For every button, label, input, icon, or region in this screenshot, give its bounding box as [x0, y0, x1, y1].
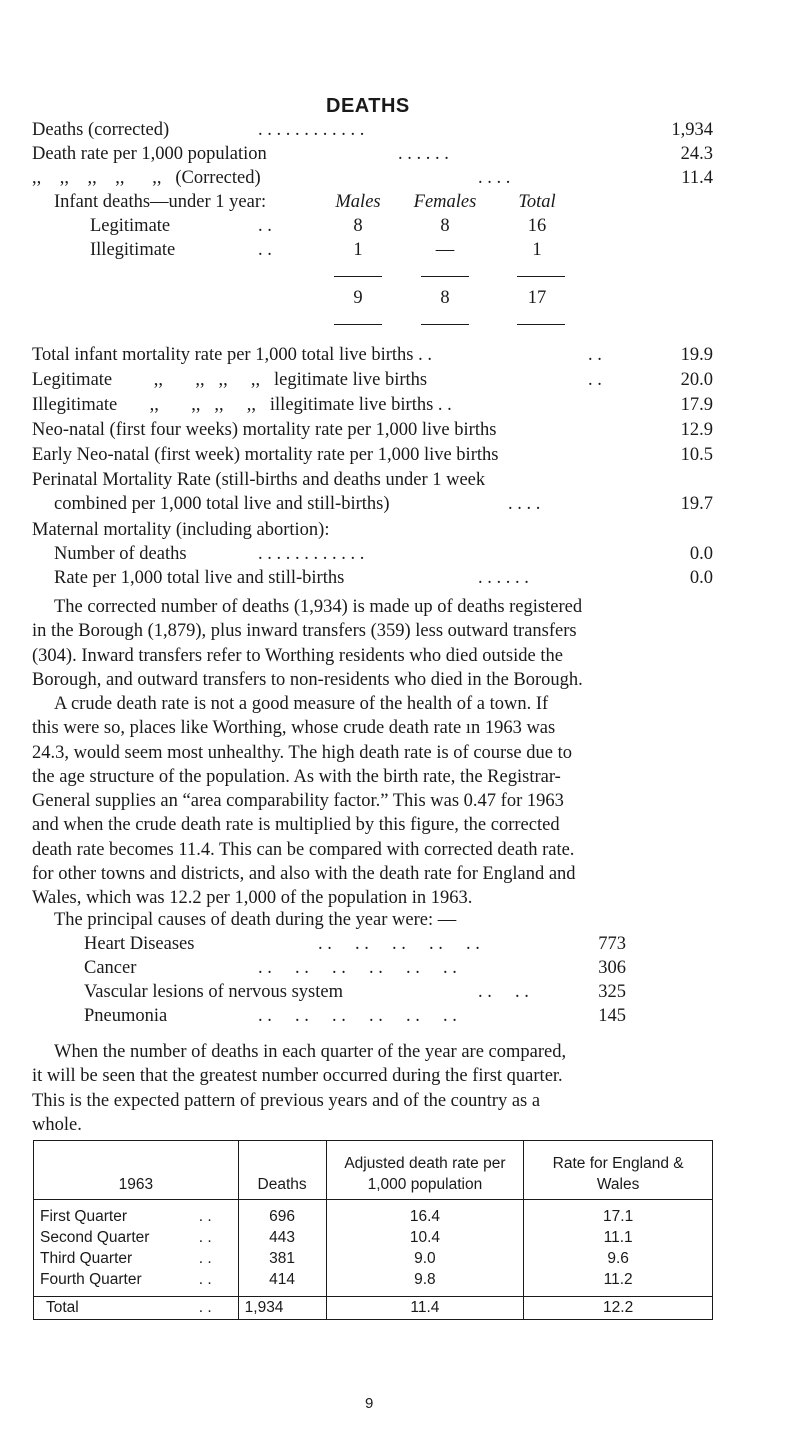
rate-label: Early Neo-natal (first week) mortality rate per 1,000 live births — [32, 445, 499, 465]
cause-label: Vascular lesions of nervous system — [84, 982, 343, 1002]
col-header-year: 1963 — [34, 1141, 239, 1200]
col-header-adjusted-rate: Adjusted death rate per 1,000 population — [326, 1141, 524, 1200]
quarter-cell — [34, 1248, 239, 1269]
infant-heading: Infant deaths—under 1 year: — [54, 192, 267, 212]
cause-label: Heart Diseases — [84, 934, 195, 954]
rate-label: Neo-natal (first four weeks) mortality rate per 1,000 live births — [32, 420, 497, 440]
summary-label-death-rate: Death rate per 1,000 population — [32, 144, 267, 164]
paragraph-line: in the Borough (1,879), plus inward transfers (359) less outward transfers — [32, 621, 577, 642]
quarterly-deaths-table — [33, 1140, 713, 1320]
infant-row-dots: . . — [258, 216, 272, 236]
maternal-label: Number of deaths — [54, 544, 187, 564]
rule-line — [517, 276, 565, 277]
quarter-dots: . . — [198, 1271, 212, 1288]
england-cell: 11.1 — [524, 1227, 713, 1248]
maternal-value: 0.0 — [689, 568, 713, 588]
infant-row-label: Illegitimate — [90, 240, 176, 260]
paragraph-line: it will be seen that the greatest number occurred during the first quarter. — [32, 1066, 563, 1087]
rate-label: Legitimate ,, ,, ,, ,, legitimate live births — [32, 370, 428, 390]
col-header-england-wales: Rate for England & Wales — [524, 1141, 713, 1200]
paragraph-corrected-deaths — [32, 595, 713, 692]
table-row — [34, 1227, 713, 1248]
perinatal-value: 19.7 — [680, 494, 713, 514]
page-title: DEATHS — [326, 95, 410, 117]
maternal-value: 0.0 — [689, 544, 713, 564]
quarter-label: Second Quarter — [40, 1229, 150, 1246]
quarter-cell — [34, 1227, 239, 1248]
perinatal-line-2: combined per 1,000 total live and still-births) — [54, 494, 390, 514]
quarter-label: First Quarter — [40, 1208, 127, 1225]
rule-line — [517, 324, 565, 325]
quarter-dots: . . — [198, 1250, 212, 1267]
infant-col-females: Females — [413, 192, 477, 212]
summary-dots: . . . . — [478, 168, 511, 188]
rate-dots: . . — [588, 370, 602, 390]
infant-total: 9 — [353, 288, 363, 308]
quarter-dots: . . — [198, 1208, 212, 1225]
total-label: Total — [46, 1299, 79, 1316]
infant-cell: — — [435, 240, 455, 260]
deaths-cell: 381 — [238, 1248, 326, 1269]
infant-cell: 1 — [532, 240, 542, 260]
maternal-dots: . . . . . . . . . . . . — [258, 544, 365, 564]
cause-value: 145 — [598, 1006, 626, 1026]
paragraph-line: General supplies an “area comparability factor.” This was 0.47 for 1963 — [32, 791, 564, 812]
table-row — [34, 1269, 713, 1297]
paragraph-line: 24.3, would seem most unhealthy. The high death rate is of course due to — [32, 742, 572, 763]
infant-row-dots: . . — [258, 240, 272, 260]
adjusted-cell: 16.4 — [326, 1200, 524, 1228]
table-row — [34, 1248, 713, 1269]
adjusted-cell: 9.0 — [326, 1248, 524, 1269]
paragraph-line: this were so, places like Worthing, whose crude death rate ın 1963 was — [32, 718, 556, 739]
rate-value: 19.9 — [680, 345, 713, 365]
cause-dots: . . . . — [478, 982, 529, 1002]
rate-label: Total infant mortality rate per 1,000 total live births . . — [32, 345, 432, 365]
page-number: 9 — [365, 1395, 374, 1412]
rate-label: Illegitimate ,, ,, ,, ,, illegitimate live births . . — [32, 395, 452, 415]
perinatal-dots: . . . . — [508, 494, 541, 514]
rule-line — [334, 276, 382, 277]
cause-value: 773 — [598, 934, 626, 954]
table-header-row — [34, 1141, 713, 1200]
quarter-label: Fourth Quarter — [40, 1271, 142, 1288]
infant-total: 8 — [440, 288, 450, 308]
rate-dots: . . — [588, 345, 602, 365]
causes-intro: The principal causes of death during the year were: — — [54, 910, 457, 930]
cause-label: Pneumonia — [84, 1006, 168, 1026]
paragraph-line: When the number of deaths in each quarter of the year are compared, — [54, 1042, 567, 1062]
paragraph-line: the age structure of the population. As with the birth rate, the Registrar- — [32, 766, 561, 787]
paragraph-line: and when the crude death rate is multiplied by this figure, the corrected — [32, 815, 560, 836]
maternal-dots: . . . . . . — [478, 568, 529, 588]
quarter-dots: . . — [198, 1299, 212, 1316]
table-row — [34, 1200, 713, 1228]
paragraph-line: A crude death rate is not a good measure of the health of a town. If — [54, 694, 549, 714]
paragraph-line: Borough, and outward transfers to non-residents who died in the Borough. — [32, 669, 583, 690]
cause-value: 306 — [598, 958, 626, 978]
england-cell: 11.2 — [524, 1269, 713, 1297]
summary-dots: . . . . . . . . . . . . — [258, 120, 365, 140]
summary-label-deaths: Deaths (corrected) — [32, 120, 170, 140]
cause-value: 325 — [598, 982, 626, 1002]
infant-cell: 8 — [353, 216, 363, 236]
cause-dots: . . . . . . . . . . — [318, 934, 480, 954]
paragraph-line: (304). Inward transfers refer to Worthing residents who died outside the — [32, 645, 563, 666]
infant-row-label: Legitimate — [90, 216, 171, 236]
paragraph-line: Wales, which was 12.2 per 1,000 of the population in 1963. — [32, 888, 473, 909]
summary-value-deaths: 1,934 — [671, 120, 713, 140]
total-deaths-cell: 1,934 — [238, 1297, 326, 1320]
quarter-cell — [34, 1200, 239, 1228]
summary-dots: . . . . . . — [398, 144, 449, 164]
england-cell: 9.6 — [524, 1248, 713, 1269]
total-adjusted-cell: 11.4 — [326, 1297, 524, 1320]
rate-value: 10.5 — [680, 445, 713, 465]
infant-cell: 8 — [440, 216, 450, 236]
deaths-cell: 443 — [238, 1227, 326, 1248]
maternal-heading: Maternal mortality (including abortion): — [32, 520, 330, 540]
col-header-deaths: Deaths — [238, 1141, 326, 1200]
summary-value-corrected-rate: 11.4 — [681, 168, 713, 188]
table-total-row — [34, 1297, 713, 1320]
infant-col-total: Total — [518, 192, 556, 212]
paragraph-line: The corrected number of deaths (1,934) is made up of deaths registered — [54, 597, 583, 617]
summary-value-death-rate: 24.3 — [680, 144, 713, 164]
infant-col-males: Males — [335, 192, 381, 212]
paragraph-line: death rate becomes 11.4. This can be compared with corrected death rate. — [32, 839, 575, 860]
adjusted-cell: 9.8 — [326, 1269, 524, 1297]
quarter-cell — [34, 1297, 239, 1320]
rate-value: 17.9 — [680, 395, 713, 415]
deaths-cell: 414 — [238, 1269, 326, 1297]
rate-value: 12.9 — [680, 420, 713, 440]
quarter-cell — [34, 1269, 239, 1297]
infant-cell: 16 — [527, 216, 547, 236]
rule-line — [421, 324, 469, 325]
paragraph-line: whole. — [32, 1114, 82, 1135]
cause-label: Cancer — [84, 958, 137, 978]
rule-line — [334, 324, 382, 325]
rule-line — [421, 276, 469, 277]
quarter-label: Third Quarter — [40, 1250, 133, 1267]
deaths-cell: 696 — [238, 1200, 326, 1228]
adjusted-cell: 10.4 — [326, 1227, 524, 1248]
quarter-dots: . . — [198, 1229, 212, 1246]
summary-label-corrected-rate: ,, ,, ,, ,, ,, (Corrected) — [32, 168, 261, 188]
total-england-cell: 12.2 — [524, 1297, 713, 1320]
perinatal-line-1: Perinatal Mortality Rate (still-births and deaths under 1 week — [32, 470, 486, 490]
cause-dots: . . . . . . . . . . . . — [258, 1006, 457, 1026]
paragraph-crude-death-rate — [32, 692, 713, 911]
maternal-label: Rate per 1,000 total live and still-births — [54, 568, 345, 588]
paragraph-line: for other towns and districts, and also with the death rate for England and — [32, 864, 576, 885]
paragraph-quarters — [32, 1040, 713, 1137]
infant-total: 17 — [527, 288, 547, 308]
cause-dots: . . . . . . . . . . . . — [258, 958, 457, 978]
england-cell: 17.1 — [524, 1200, 713, 1228]
rate-value: 20.0 — [680, 370, 713, 390]
infant-cell: 1 — [353, 240, 363, 260]
paragraph-line: This is the expected pattern of previous years and of the country as a — [32, 1090, 541, 1111]
